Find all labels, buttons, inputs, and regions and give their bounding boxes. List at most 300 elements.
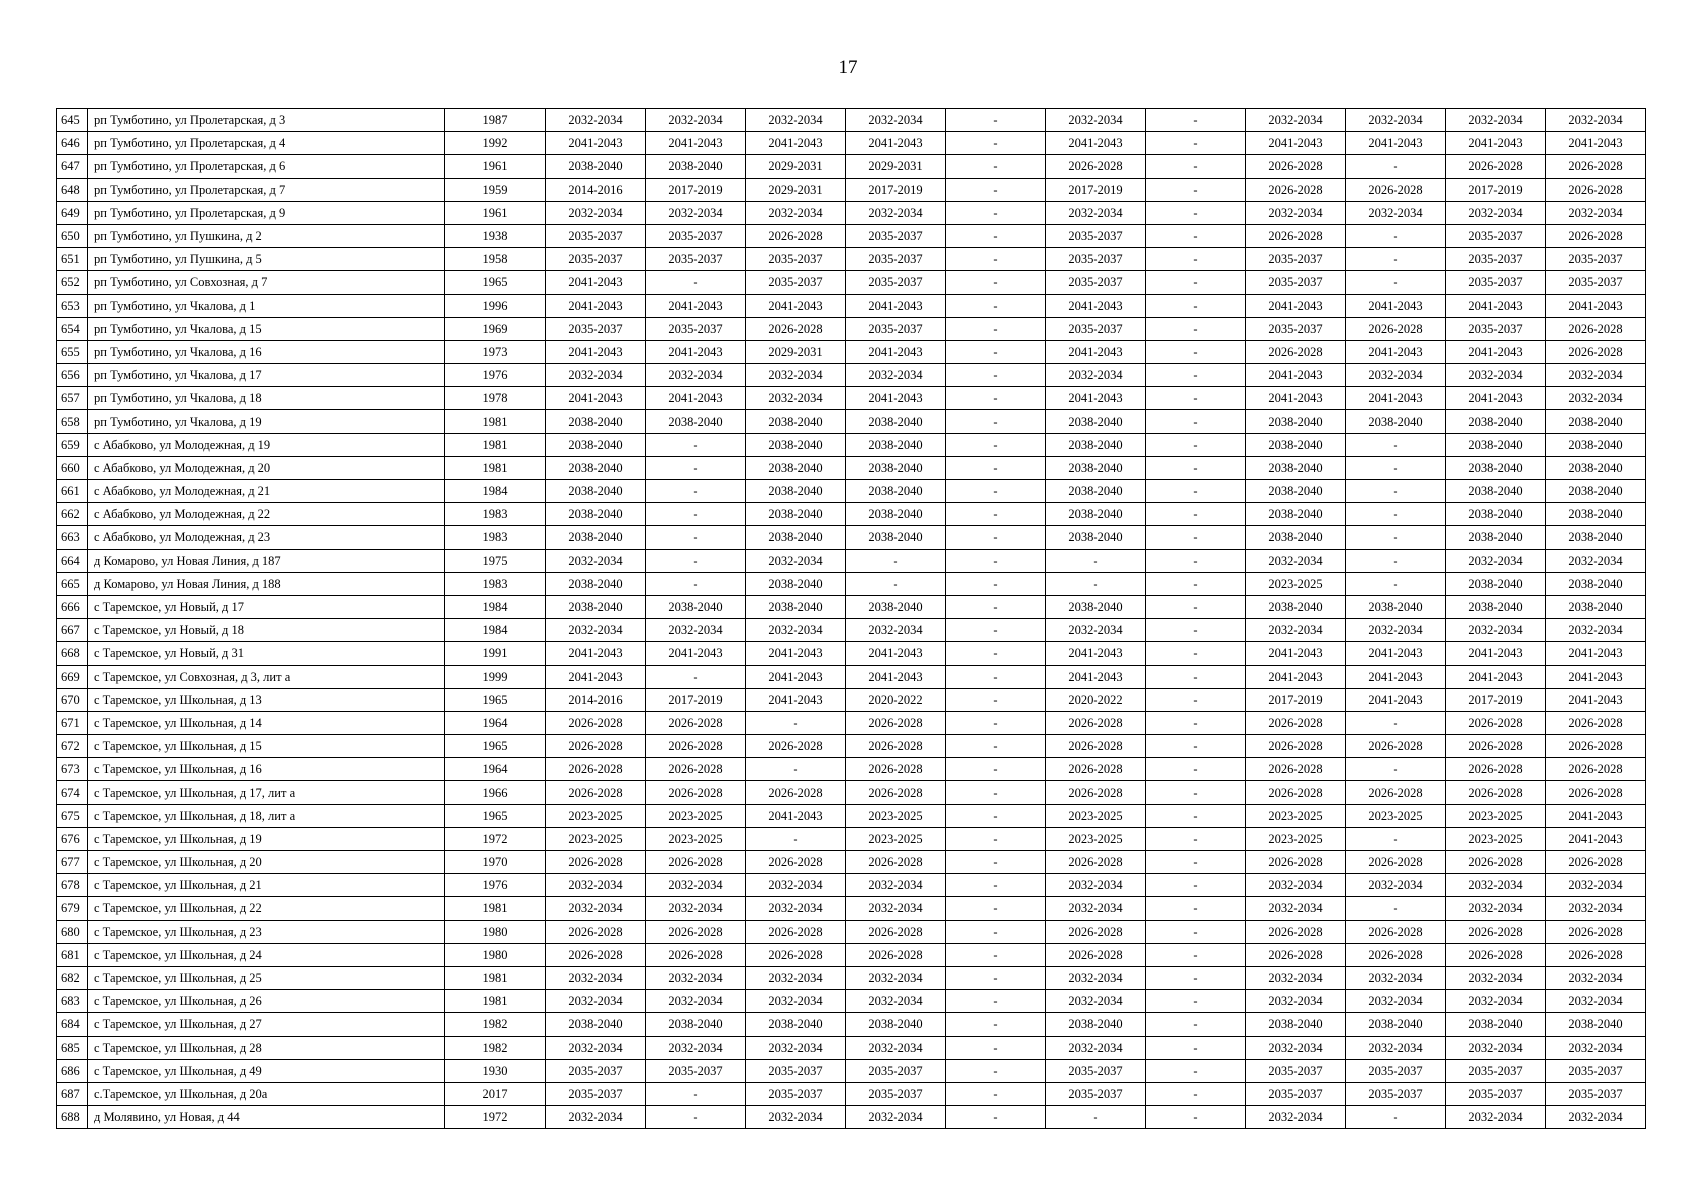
cell-period-11: 2032-2034 xyxy=(1546,387,1646,410)
cell-period-8: 2026-2028 xyxy=(1246,851,1346,874)
cell-row-number: 687 xyxy=(57,1082,88,1105)
cell-row-number: 672 xyxy=(57,735,88,758)
cell-period-6: 2017-2019 xyxy=(1046,178,1146,201)
cell-period-7: - xyxy=(1146,503,1246,526)
cell-period-6: 2020-2022 xyxy=(1046,688,1146,711)
cell-period-8: 2023-2025 xyxy=(1246,804,1346,827)
cell-row-number: 657 xyxy=(57,387,88,410)
cell-period-10: 2035-2037 xyxy=(1446,1082,1546,1105)
cell-row-number: 681 xyxy=(57,943,88,966)
cell-period-6: 2038-2040 xyxy=(1046,1013,1146,1036)
cell-period-5: - xyxy=(946,966,1046,989)
cell-period-8: 2026-2028 xyxy=(1246,781,1346,804)
cell-period-10: 2041-2043 xyxy=(1446,294,1546,317)
cell-address: с Таремское, ул Школьная, д 18, лит а xyxy=(88,804,445,827)
cell-period-11: 2026-2028 xyxy=(1546,340,1646,363)
cell-period-6: 2038-2040 xyxy=(1046,433,1146,456)
cell-row-number: 683 xyxy=(57,990,88,1013)
table-row xyxy=(57,526,1646,549)
cell-period-1: 2026-2028 xyxy=(546,851,646,874)
cell-period-3: 2038-2040 xyxy=(746,503,846,526)
table-row xyxy=(57,317,1646,340)
cell-period-6: 2026-2028 xyxy=(1046,851,1146,874)
cell-row-number: 682 xyxy=(57,966,88,989)
cell-period-4: 2038-2040 xyxy=(846,526,946,549)
cell-period-9: 2032-2034 xyxy=(1346,201,1446,224)
cell-period-2: 2023-2025 xyxy=(646,827,746,850)
cell-period-1: 2026-2028 xyxy=(546,758,646,781)
cell-row-number: 670 xyxy=(57,688,88,711)
cell-period-3: 2038-2040 xyxy=(746,572,846,595)
cell-period-1: 2041-2043 xyxy=(546,132,646,155)
cell-period-6: 2032-2034 xyxy=(1046,619,1146,642)
cell-period-7: - xyxy=(1146,781,1246,804)
cell-period-4: 2032-2034 xyxy=(846,364,946,387)
cell-address: с Таремское, ул Школьная, д 24 xyxy=(88,943,445,966)
cell-period-3: 2035-2037 xyxy=(746,1059,846,1082)
table-row xyxy=(57,248,1646,271)
cell-period-10: 2032-2034 xyxy=(1446,874,1546,897)
cell-period-7: - xyxy=(1146,642,1246,665)
cell-period-6: 2032-2034 xyxy=(1046,897,1146,920)
table-body xyxy=(57,109,1646,1129)
repair-schedule-table xyxy=(56,108,1646,1129)
cell-period-2: 2017-2019 xyxy=(646,688,746,711)
cell-period-7: - xyxy=(1146,1059,1246,1082)
cell-period-7: - xyxy=(1146,711,1246,734)
cell-period-2: 2035-2037 xyxy=(646,224,746,247)
cell-period-11: 2038-2040 xyxy=(1546,1013,1646,1036)
cell-period-7: - xyxy=(1146,874,1246,897)
cell-address: рп Тумботино, ул Пролетарская, д 4 xyxy=(88,132,445,155)
cell-period-5: - xyxy=(946,364,1046,387)
cell-period-6: 2023-2025 xyxy=(1046,804,1146,827)
cell-period-2: 2041-2043 xyxy=(646,294,746,317)
cell-row-number: 675 xyxy=(57,804,88,827)
cell-period-7: - xyxy=(1146,897,1246,920)
cell-row-number: 686 xyxy=(57,1059,88,1082)
cell-period-8: 2026-2028 xyxy=(1246,340,1346,363)
cell-period-2: 2026-2028 xyxy=(646,781,746,804)
table-row xyxy=(57,178,1646,201)
cell-period-5: - xyxy=(946,943,1046,966)
cell-period-11: 2038-2040 xyxy=(1546,456,1646,479)
cell-period-8: 2023-2025 xyxy=(1246,572,1346,595)
cell-period-4: 2026-2028 xyxy=(846,920,946,943)
cell-period-6: 2026-2028 xyxy=(1046,735,1146,758)
cell-period-5: - xyxy=(946,387,1046,410)
cell-period-11: 2032-2034 xyxy=(1546,619,1646,642)
cell-period-1: 2041-2043 xyxy=(546,387,646,410)
cell-period-11: 2026-2028 xyxy=(1546,155,1646,178)
cell-period-11: 2026-2028 xyxy=(1546,943,1646,966)
cell-period-8: 2032-2034 xyxy=(1246,1036,1346,1059)
cell-period-6: 2026-2028 xyxy=(1046,943,1146,966)
cell-period-2: 2038-2040 xyxy=(646,155,746,178)
cell-period-7: - xyxy=(1146,688,1246,711)
cell-period-3: 2038-2040 xyxy=(746,456,846,479)
cell-row-number: 650 xyxy=(57,224,88,247)
cell-period-6: 2038-2040 xyxy=(1046,595,1146,618)
cell-period-11: 2026-2028 xyxy=(1546,224,1646,247)
cell-period-9: - xyxy=(1346,897,1446,920)
table-row xyxy=(57,503,1646,526)
cell-period-10: 2038-2040 xyxy=(1446,456,1546,479)
cell-period-6: 2035-2037 xyxy=(1046,271,1146,294)
cell-period-1: 2041-2043 xyxy=(546,294,646,317)
cell-period-1: 2038-2040 xyxy=(546,572,646,595)
cell-period-6: 2032-2034 xyxy=(1046,966,1146,989)
cell-year-built: 1972 xyxy=(445,827,546,850)
cell-period-8: 2026-2028 xyxy=(1246,758,1346,781)
cell-period-8: 2038-2040 xyxy=(1246,526,1346,549)
cell-period-5: - xyxy=(946,758,1046,781)
cell-period-9: - xyxy=(1346,456,1446,479)
cell-period-1: 2038-2040 xyxy=(546,503,646,526)
cell-period-6: 2038-2040 xyxy=(1046,480,1146,503)
cell-period-9: 2041-2043 xyxy=(1346,688,1446,711)
cell-address: рп Тумботино, ул Пролетарская, д 6 xyxy=(88,155,445,178)
cell-year-built: 1930 xyxy=(445,1059,546,1082)
cell-period-11: 2032-2034 xyxy=(1546,874,1646,897)
cell-period-7: - xyxy=(1146,1013,1246,1036)
cell-address: с Таремское, ул Школьная, д 23 xyxy=(88,920,445,943)
cell-address: д Комарово, ул Новая Линия, д 187 xyxy=(88,549,445,572)
cell-period-6: 2041-2043 xyxy=(1046,294,1146,317)
cell-period-10: 2038-2040 xyxy=(1446,410,1546,433)
cell-period-1: 2038-2040 xyxy=(546,155,646,178)
cell-period-3: 2032-2034 xyxy=(746,109,846,132)
cell-address: с Таремское, ул Школьная, д 27 xyxy=(88,1013,445,1036)
cell-period-9: 2041-2043 xyxy=(1346,294,1446,317)
cell-period-7: - xyxy=(1146,387,1246,410)
cell-period-2: 2032-2034 xyxy=(646,897,746,920)
cell-period-9: - xyxy=(1346,711,1446,734)
cell-year-built: 1969 xyxy=(445,317,546,340)
cell-period-7: - xyxy=(1146,665,1246,688)
cell-row-number: 660 xyxy=(57,456,88,479)
cell-period-10: 2032-2034 xyxy=(1446,966,1546,989)
cell-period-4: 2026-2028 xyxy=(846,851,946,874)
cell-period-7: - xyxy=(1146,572,1246,595)
cell-row-number: 666 xyxy=(57,595,88,618)
cell-period-1: 2038-2040 xyxy=(546,410,646,433)
cell-period-11: 2026-2028 xyxy=(1546,317,1646,340)
cell-period-5: - xyxy=(946,1013,1046,1036)
cell-address: с Абабково, ул Молодежная, д 20 xyxy=(88,456,445,479)
cell-year-built: 1978 xyxy=(445,387,546,410)
cell-period-11: 2038-2040 xyxy=(1546,572,1646,595)
cell-period-1: 2026-2028 xyxy=(546,920,646,943)
cell-year-built: 1987 xyxy=(445,109,546,132)
cell-period-7: - xyxy=(1146,526,1246,549)
cell-period-2: 2032-2034 xyxy=(646,874,746,897)
cell-period-4: 2032-2034 xyxy=(846,109,946,132)
cell-period-2: - xyxy=(646,572,746,595)
table-row xyxy=(57,109,1646,132)
cell-period-3: 2032-2034 xyxy=(746,966,846,989)
cell-period-5: - xyxy=(946,874,1046,897)
cell-year-built: 1976 xyxy=(445,364,546,387)
cell-period-8: 2032-2034 xyxy=(1246,966,1346,989)
cell-year-built: 1983 xyxy=(445,526,546,549)
cell-period-4: 2026-2028 xyxy=(846,943,946,966)
cell-period-5: - xyxy=(946,735,1046,758)
cell-period-5: - xyxy=(946,480,1046,503)
cell-period-11: 2038-2040 xyxy=(1546,595,1646,618)
table-row xyxy=(57,480,1646,503)
cell-address: с Таремское, ул Школьная, д 16 xyxy=(88,758,445,781)
cell-period-10: 2023-2025 xyxy=(1446,827,1546,850)
cell-period-11: 2032-2034 xyxy=(1546,966,1646,989)
cell-period-3: 2041-2043 xyxy=(746,294,846,317)
cell-period-5: - xyxy=(946,503,1046,526)
cell-period-9: - xyxy=(1346,271,1446,294)
cell-period-10: 2026-2028 xyxy=(1446,781,1546,804)
cell-period-1: 2038-2040 xyxy=(546,595,646,618)
cell-period-4: 2041-2043 xyxy=(846,387,946,410)
cell-period-11: 2032-2034 xyxy=(1546,201,1646,224)
cell-row-number: 649 xyxy=(57,201,88,224)
cell-period-11: 2026-2028 xyxy=(1546,920,1646,943)
table-row xyxy=(57,132,1646,155)
cell-period-4: 2035-2037 xyxy=(846,271,946,294)
cell-period-3: 2041-2043 xyxy=(746,132,846,155)
cell-period-11: 2041-2043 xyxy=(1546,642,1646,665)
cell-period-9: 2041-2043 xyxy=(1346,132,1446,155)
cell-row-number: 679 xyxy=(57,897,88,920)
cell-period-5: - xyxy=(946,1059,1046,1082)
cell-period-4: 2041-2043 xyxy=(846,132,946,155)
cell-period-4: 2029-2031 xyxy=(846,155,946,178)
cell-address: с Таремское, ул Школьная, д 49 xyxy=(88,1059,445,1082)
cell-period-1: 2038-2040 xyxy=(546,480,646,503)
cell-period-8: 2038-2040 xyxy=(1246,595,1346,618)
cell-period-11: 2038-2040 xyxy=(1546,410,1646,433)
cell-row-number: 665 xyxy=(57,572,88,595)
cell-year-built: 1983 xyxy=(445,572,546,595)
cell-address: с Абабково, ул Молодежная, д 22 xyxy=(88,503,445,526)
cell-period-11: 2026-2028 xyxy=(1546,711,1646,734)
cell-period-6: 2032-2034 xyxy=(1046,874,1146,897)
cell-period-7: - xyxy=(1146,340,1246,363)
cell-period-7: - xyxy=(1146,1036,1246,1059)
cell-period-6: - xyxy=(1046,572,1146,595)
cell-row-number: 662 xyxy=(57,503,88,526)
cell-period-5: - xyxy=(946,827,1046,850)
cell-period-10: 2017-2019 xyxy=(1446,178,1546,201)
cell-period-3: 2038-2040 xyxy=(746,526,846,549)
cell-row-number: 688 xyxy=(57,1106,88,1129)
cell-period-3: 2032-2034 xyxy=(746,387,846,410)
cell-period-8: 2035-2037 xyxy=(1246,248,1346,271)
cell-period-6: 2032-2034 xyxy=(1046,109,1146,132)
cell-period-3: - xyxy=(746,711,846,734)
cell-period-9: 2032-2034 xyxy=(1346,619,1446,642)
cell-period-1: 2041-2043 xyxy=(546,340,646,363)
cell-period-4: 2023-2025 xyxy=(846,827,946,850)
table-row xyxy=(57,735,1646,758)
cell-period-5: - xyxy=(946,526,1046,549)
cell-period-7: - xyxy=(1146,364,1246,387)
cell-period-2: 2026-2028 xyxy=(646,735,746,758)
cell-period-9: 2035-2037 xyxy=(1346,1082,1446,1105)
cell-address: рп Тумботино, ул Совхозная, д 7 xyxy=(88,271,445,294)
cell-period-7: - xyxy=(1146,271,1246,294)
cell-period-2: - xyxy=(646,526,746,549)
cell-period-10: 2032-2034 xyxy=(1446,109,1546,132)
table-row xyxy=(57,851,1646,874)
cell-period-9: 2041-2043 xyxy=(1346,642,1446,665)
cell-year-built: 1981 xyxy=(445,433,546,456)
cell-year-built: 1984 xyxy=(445,480,546,503)
cell-address: рп Тумботино, ул Чкалова, д 17 xyxy=(88,364,445,387)
table-row xyxy=(57,271,1646,294)
cell-period-7: - xyxy=(1146,248,1246,271)
cell-period-10: 2035-2037 xyxy=(1446,1059,1546,1082)
cell-period-1: 2026-2028 xyxy=(546,943,646,966)
page-number: 17 xyxy=(838,57,858,78)
cell-period-5: - xyxy=(946,132,1046,155)
cell-year-built: 1982 xyxy=(445,1013,546,1036)
cell-period-9: 2026-2028 xyxy=(1346,943,1446,966)
cell-period-6: 2026-2028 xyxy=(1046,711,1146,734)
cell-period-7: - xyxy=(1146,317,1246,340)
cell-row-number: 671 xyxy=(57,711,88,734)
cell-period-11: 2032-2034 xyxy=(1546,990,1646,1013)
cell-period-4: 2032-2034 xyxy=(846,1106,946,1129)
cell-period-4: - xyxy=(846,549,946,572)
cell-year-built: 1973 xyxy=(445,340,546,363)
table-row xyxy=(57,827,1646,850)
cell-row-number: 658 xyxy=(57,410,88,433)
cell-period-11: 2035-2037 xyxy=(1546,248,1646,271)
table-row xyxy=(57,966,1646,989)
cell-year-built: 1975 xyxy=(445,549,546,572)
cell-period-11: 2041-2043 xyxy=(1546,688,1646,711)
table-row xyxy=(57,1013,1646,1036)
cell-period-4: 2032-2034 xyxy=(846,990,946,1013)
cell-row-number: 667 xyxy=(57,619,88,642)
table-row xyxy=(57,711,1646,734)
cell-period-10: 2038-2040 xyxy=(1446,526,1546,549)
cell-period-2: - xyxy=(646,665,746,688)
cell-period-11: 2032-2034 xyxy=(1546,109,1646,132)
cell-period-3: 2026-2028 xyxy=(746,735,846,758)
cell-year-built: 1982 xyxy=(445,1036,546,1059)
cell-period-8: 2017-2019 xyxy=(1246,688,1346,711)
cell-period-11: 2038-2040 xyxy=(1546,433,1646,456)
cell-period-2: 2026-2028 xyxy=(646,851,746,874)
cell-year-built: 1976 xyxy=(445,874,546,897)
cell-period-3: 2032-2034 xyxy=(746,897,846,920)
cell-period-3: 2038-2040 xyxy=(746,1013,846,1036)
cell-row-number: 652 xyxy=(57,271,88,294)
cell-address: с Абабково, ул Молодежная, д 23 xyxy=(88,526,445,549)
cell-period-6: 2026-2028 xyxy=(1046,781,1146,804)
cell-period-4: 2035-2037 xyxy=(846,248,946,271)
cell-period-2: 2032-2034 xyxy=(646,364,746,387)
cell-period-3: 2032-2034 xyxy=(746,1106,846,1129)
cell-period-10: 2026-2028 xyxy=(1446,155,1546,178)
table-row xyxy=(57,688,1646,711)
cell-period-10: 2032-2034 xyxy=(1446,897,1546,920)
cell-period-6: 2026-2028 xyxy=(1046,155,1146,178)
cell-year-built: 1961 xyxy=(445,201,546,224)
cell-address: с Таремское, ул Новый, д 31 xyxy=(88,642,445,665)
cell-period-8: 2038-2040 xyxy=(1246,1013,1346,1036)
cell-address: рп Тумботино, ул Пушкина, д 5 xyxy=(88,248,445,271)
cell-period-11: 2038-2040 xyxy=(1546,480,1646,503)
cell-period-3: 2032-2034 xyxy=(746,364,846,387)
cell-address: с Таремское, ул Школьная, д 28 xyxy=(88,1036,445,1059)
cell-period-11: 2041-2043 xyxy=(1546,827,1646,850)
cell-year-built: 1965 xyxy=(445,735,546,758)
cell-address: с Абабково, ул Молодежная, д 19 xyxy=(88,433,445,456)
cell-period-1: 2026-2028 xyxy=(546,781,646,804)
cell-year-built: 1964 xyxy=(445,758,546,781)
cell-period-6: 2035-2037 xyxy=(1046,1082,1146,1105)
cell-period-4: - xyxy=(846,572,946,595)
cell-period-5: - xyxy=(946,109,1046,132)
cell-period-10: 2038-2040 xyxy=(1446,572,1546,595)
cell-period-5: - xyxy=(946,897,1046,920)
cell-period-8: 2032-2034 xyxy=(1246,1106,1346,1129)
cell-address: с Таремское, ул Школьная, д 21 xyxy=(88,874,445,897)
table-row xyxy=(57,572,1646,595)
cell-period-4: 2038-2040 xyxy=(846,456,946,479)
cell-period-10: 2038-2040 xyxy=(1446,1013,1546,1036)
cell-period-2: 2023-2025 xyxy=(646,804,746,827)
cell-period-1: 2041-2043 xyxy=(546,642,646,665)
cell-address: рп Тумботино, ул Чкалова, д 1 xyxy=(88,294,445,317)
cell-period-10: 2041-2043 xyxy=(1446,387,1546,410)
table-row xyxy=(57,804,1646,827)
cell-period-9: - xyxy=(1346,572,1446,595)
cell-period-2: - xyxy=(646,503,746,526)
cell-row-number: 646 xyxy=(57,132,88,155)
cell-period-10: 2035-2037 xyxy=(1446,317,1546,340)
cell-period-5: - xyxy=(946,178,1046,201)
cell-period-1: 2038-2040 xyxy=(546,456,646,479)
cell-period-7: - xyxy=(1146,433,1246,456)
cell-period-9: 2026-2028 xyxy=(1346,781,1446,804)
cell-period-6: - xyxy=(1046,1106,1146,1129)
cell-period-7: - xyxy=(1146,943,1246,966)
cell-address: с Таремское, ул Школьная, д 20 xyxy=(88,851,445,874)
cell-period-1: 2041-2043 xyxy=(546,665,646,688)
cell-period-9: - xyxy=(1346,549,1446,572)
cell-period-10: 2017-2019 xyxy=(1446,688,1546,711)
cell-period-7: - xyxy=(1146,619,1246,642)
cell-period-1: 2032-2034 xyxy=(546,364,646,387)
cell-period-8: 2041-2043 xyxy=(1246,642,1346,665)
cell-period-2: - xyxy=(646,433,746,456)
cell-year-built: 1965 xyxy=(445,804,546,827)
cell-period-3: 2041-2043 xyxy=(746,688,846,711)
cell-period-8: 2041-2043 xyxy=(1246,294,1346,317)
cell-period-4: 2032-2034 xyxy=(846,201,946,224)
cell-period-10: 2038-2040 xyxy=(1446,480,1546,503)
cell-period-7: - xyxy=(1146,735,1246,758)
cell-row-number: 674 xyxy=(57,781,88,804)
cell-period-8: 2026-2028 xyxy=(1246,155,1346,178)
cell-period-5: - xyxy=(946,642,1046,665)
cell-period-1: 2032-2034 xyxy=(546,1106,646,1129)
cell-year-built: 1999 xyxy=(445,665,546,688)
cell-period-7: - xyxy=(1146,155,1246,178)
cell-year-built: 1992 xyxy=(445,132,546,155)
